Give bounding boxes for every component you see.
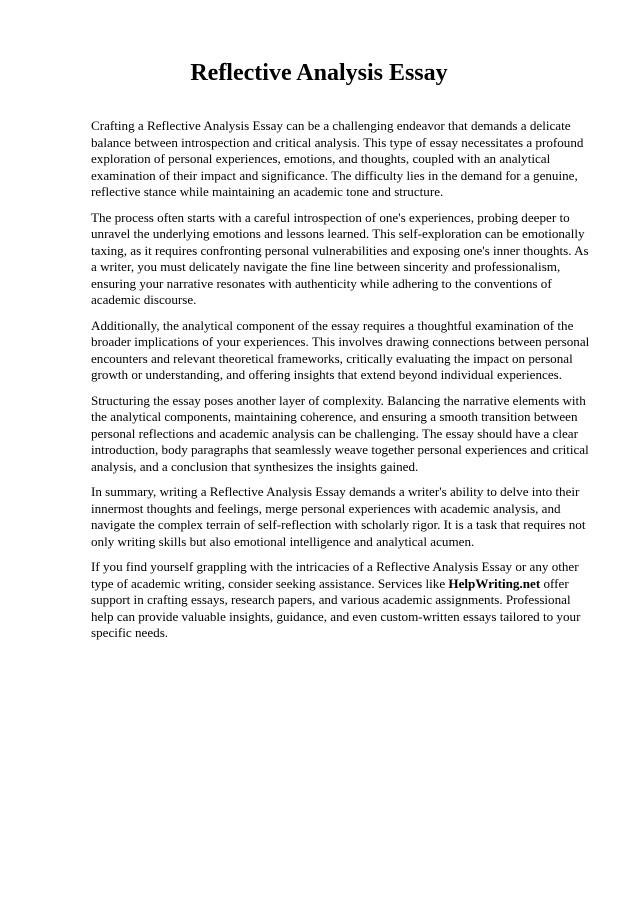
brand-name: HelpWriting.net — [448, 575, 541, 591]
paragraph-assistance — [91, 559, 593, 642]
paragraph-intro: Crafting a Reflective Analysis Essay can be a challenging endeavor that demands a delicate balance between introspection and critical analysis. This type of essay necessitates a profound exploration of personal experiences, emotions, and thoughts, coupled with an analytical examination of their impact and significance. The difficulty lies in the demand for a genuine, reflective stance while maintaining an academic tone and structure. — [91, 118, 584, 199]
paragraph-summary: In summary, writing a Reflective Analysis Essay demands a writer's ability to delve into their innermost thoughts and feelings, merge personal experiences with academic analysis, and navigate the complex terrain of self-reflection with scholarly rigor. It is a task that requires not only writing skills but also emotional intelligence and analytical acumen. — [91, 484, 586, 549]
paragraph-analytical: Additionally, the analytical component of the essay requires a thoughtful examination of the broader implications of your experiences. This involves drawing connections between personal encounters and relevant theoretical frameworks, critically evaluating the impact on personal growth or understanding, and offering insights that extend beyond individual experiences. — [91, 317, 590, 382]
assistance-text-after: offer support in crafting essays, research papers, and various academic assignments. Professional help can provide valuable insights, guidance, and even custom-written essays tailored to your specific needs. — [91, 575, 581, 640]
document-body — [91, 118, 593, 651]
paragraph-introspection: The process often starts with a careful introspection of one's experiences, probing deeper to unravel the underlying emotions and lessons learned. This self-exploration can be emotionally taxing, as it requires confronting personal vulnerabilities and exposing one's inner thoughts. As a writer, you must delicately navigate the fine line between sincerity and professionalism, ensuring your narrative resonates with authenticity while adhering to the conventions of academic discourse. — [91, 209, 589, 307]
assistance-text-before: If you find yourself grappling with the intricacies of a Reflective Analysis Essay or any other type of academic writing, consider seeking assistance. Services like — [91, 559, 579, 591]
document-title: Reflective Analysis Essay — [190, 60, 448, 86]
paragraph-structuring: Structuring the essay poses another layer of complexity. Balancing the narrative elements with the analytical components, maintaining coherence, and ensuring a smooth transition between personal reflections and academic analysis can be challenging. The essay should have a clear introduction, body paragraphs that seamlessly weave together personal experiences and critical analysis, and a conclusion that synthesizes the insights gained. — [91, 392, 589, 474]
